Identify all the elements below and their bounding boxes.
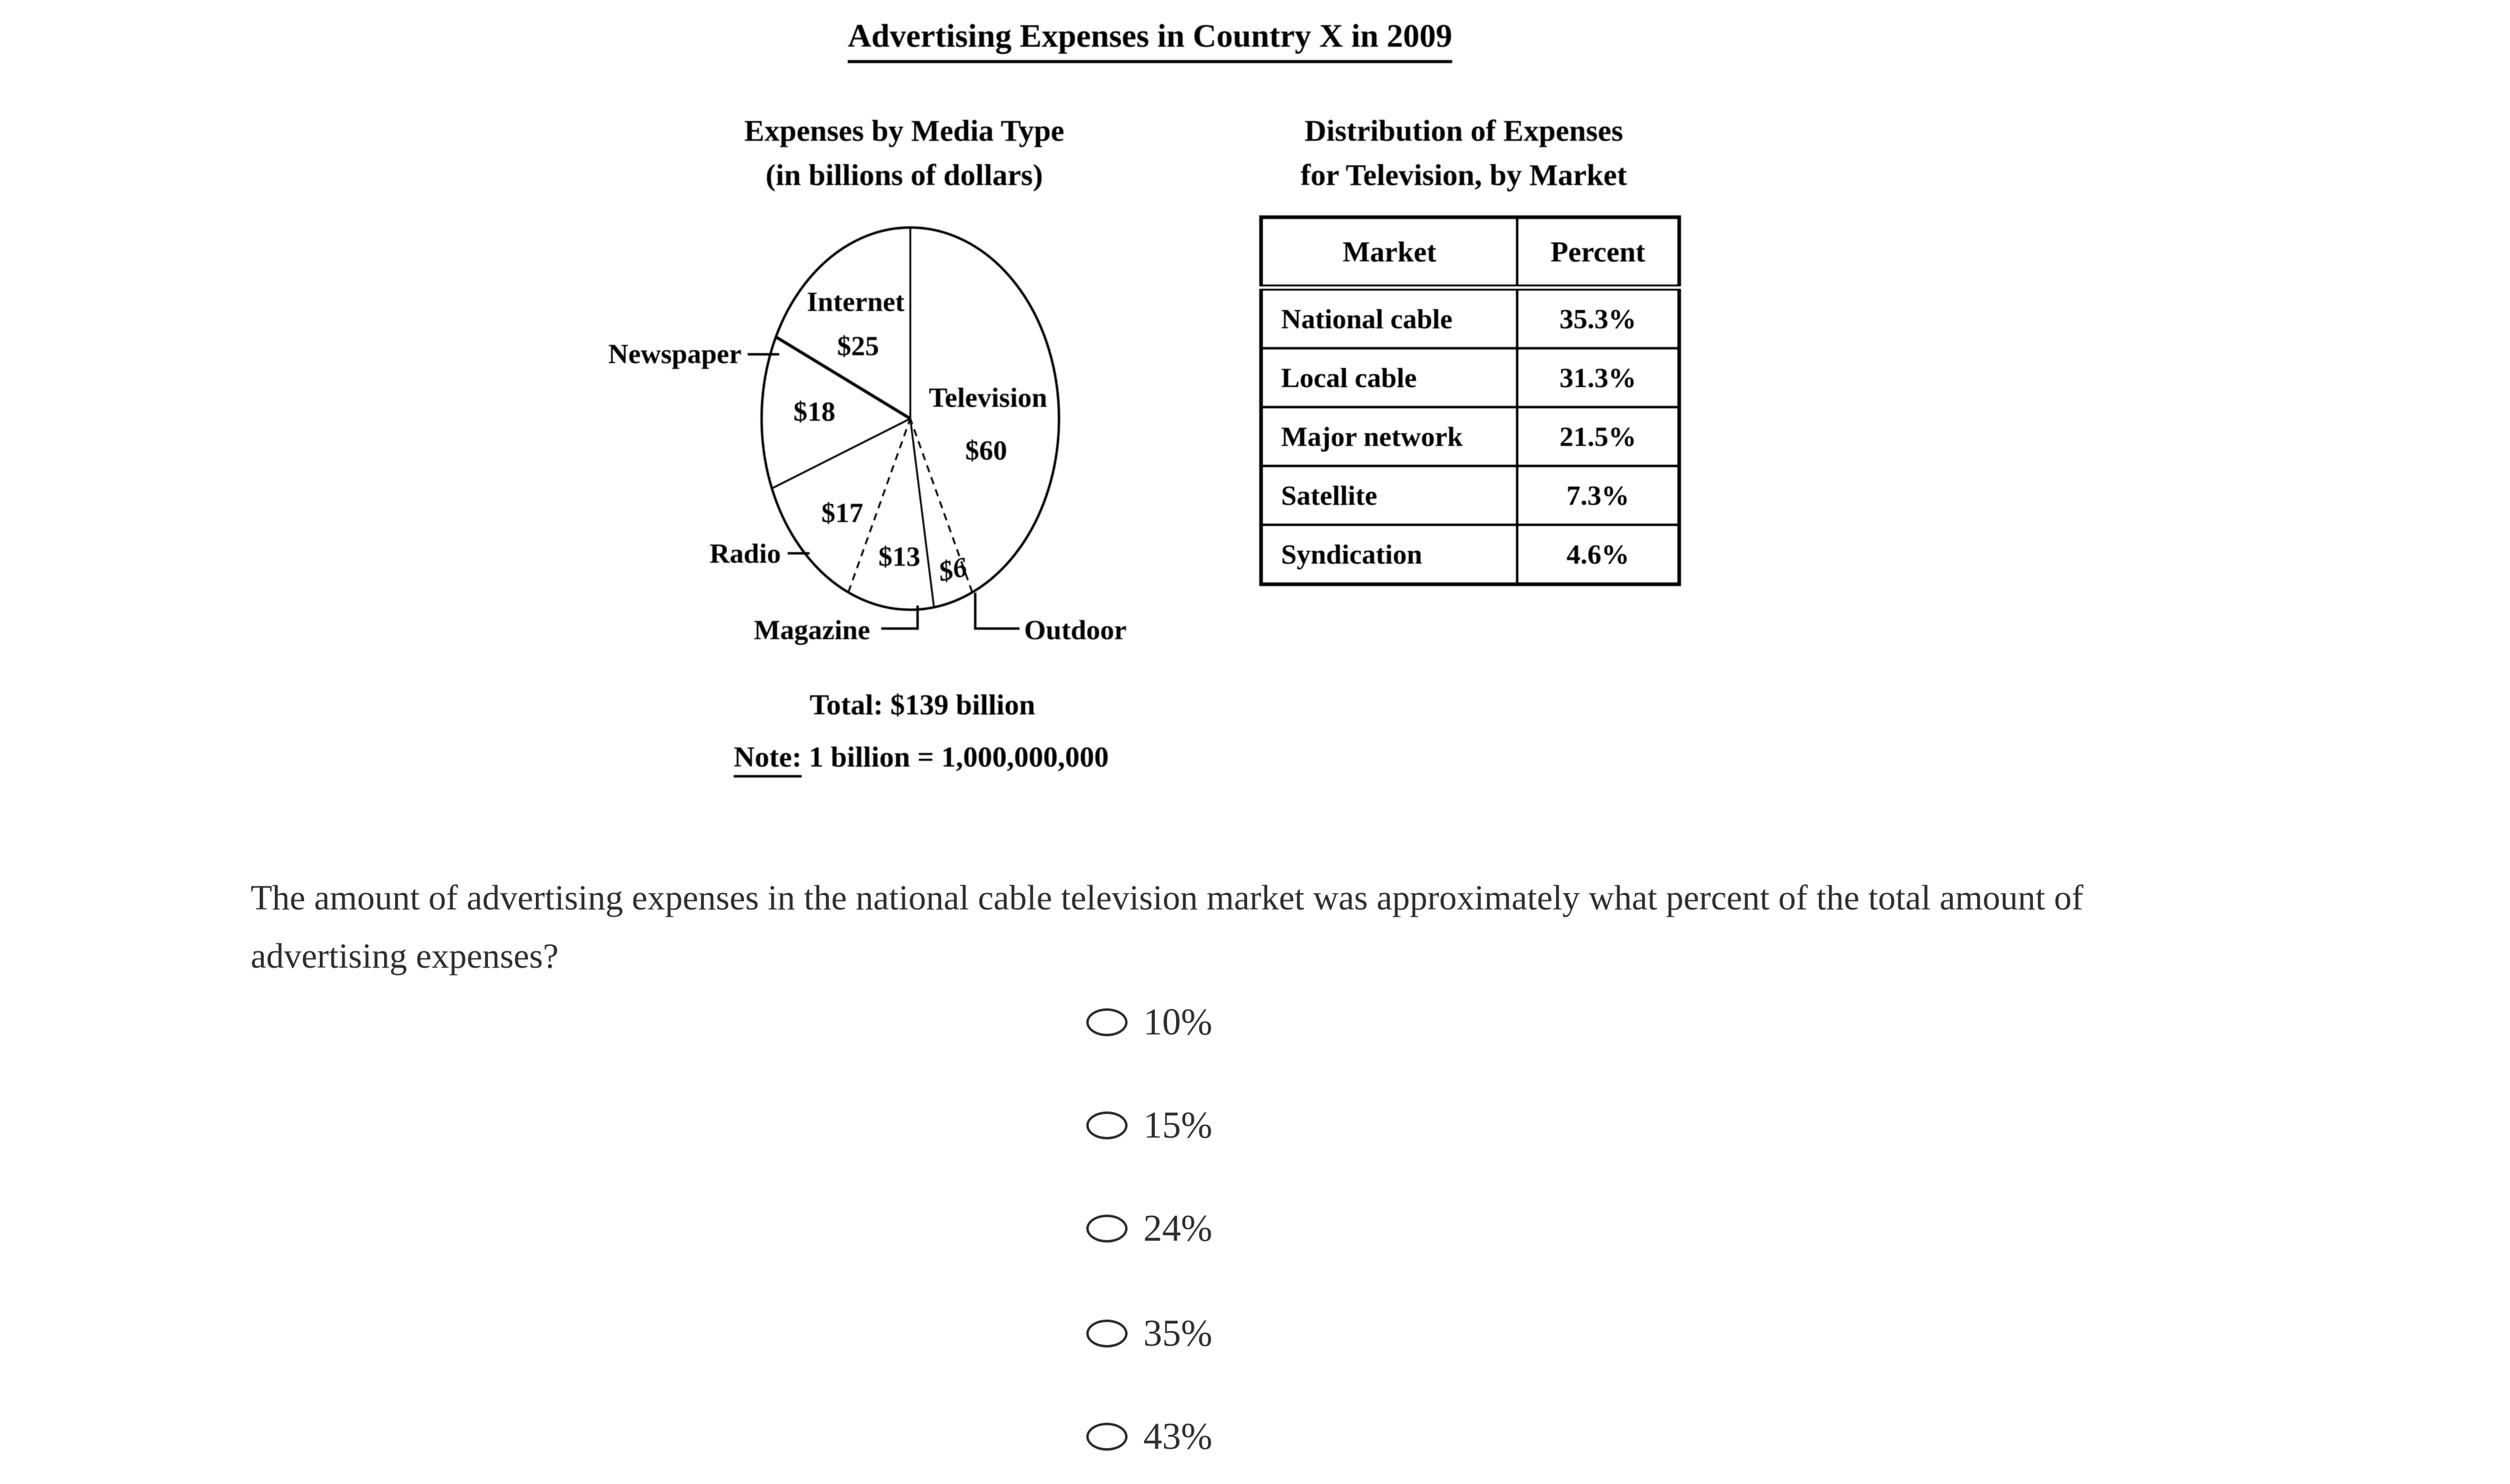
- answer-option[interactable]: [1086, 1104, 1213, 1147]
- television-slice-label: Television: [929, 382, 1047, 413]
- option-label[interactable]: 35%: [1143, 1313, 1213, 1354]
- option-label[interactable]: 24%: [1143, 1208, 1213, 1249]
- television-market-table: [1259, 215, 1681, 586]
- question-line-2: advertising expenses?: [251, 936, 559, 976]
- television-slice-value: $60: [965, 434, 1007, 466]
- market-column-header: Market: [1261, 217, 1517, 288]
- note-text: 1 billion = 1,000,000,000: [808, 741, 1109, 774]
- magazine-slice-value: $13: [878, 541, 921, 572]
- outdoor-leader-line: [975, 593, 1020, 629]
- radio-oval-icon[interactable]: [1086, 1215, 1128, 1243]
- table-row: [1261, 525, 1679, 584]
- radio-slice-value: $17: [821, 497, 864, 528]
- table-subheading: for Television, by Market: [1301, 158, 1627, 192]
- option-label[interactable]: 15%: [1143, 1105, 1213, 1146]
- radio-oval-icon[interactable]: [1086, 1320, 1128, 1347]
- percent-cell: 35.3%: [1517, 288, 1679, 348]
- percent-cell: 7.3%: [1517, 466, 1679, 525]
- answer-option[interactable]: [1086, 1312, 1213, 1355]
- outdoor-slice-value: $6: [936, 551, 970, 587]
- figure-title: Advertising Expenses in Country X in 2009: [848, 17, 1452, 63]
- percent-cell: 4.6%: [1517, 525, 1679, 584]
- answer-option[interactable]: [1086, 1207, 1213, 1250]
- market-cell: National cable: [1261, 288, 1517, 348]
- pie-chart-heading: Expenses by Media Type: [744, 113, 1064, 147]
- table-heading: Distribution of Expenses: [1304, 113, 1623, 147]
- internet-slice-label: Internet: [807, 286, 905, 317]
- percent-cell: 31.3%: [1517, 348, 1679, 407]
- table-header-row: [1261, 217, 1679, 288]
- pie-chart-subheading: (in billions of dollars): [765, 158, 1043, 192]
- option-label[interactable]: 10%: [1143, 1002, 1213, 1043]
- market-cell: Major network: [1261, 407, 1517, 466]
- pie-total-label: Total: $139 billion: [810, 689, 1035, 721]
- option-label[interactable]: 43%: [1143, 1416, 1213, 1457]
- radio-callout-label: Radio: [709, 538, 781, 569]
- newspaper-slice-value: $18: [793, 396, 836, 427]
- note-word: Note:: [734, 741, 802, 778]
- outdoor-callout-label: Outdoor: [1024, 614, 1127, 646]
- answer-option[interactable]: [1086, 1415, 1213, 1459]
- table-row: [1261, 348, 1679, 407]
- internet-slice-value: $25: [837, 330, 879, 362]
- question-text: [251, 869, 2083, 985]
- magazine-callout-label: Magazine: [754, 614, 870, 646]
- radio-oval-icon[interactable]: [1086, 1111, 1128, 1139]
- pie-note: [734, 741, 1109, 774]
- pie-boundary-outdoor-magazine: [910, 419, 934, 607]
- table-row: [1261, 407, 1679, 466]
- table-row: [1261, 288, 1679, 348]
- newspaper-callout-label: Newspaper: [608, 338, 742, 369]
- radio-oval-icon[interactable]: [1086, 1008, 1128, 1036]
- percent-column-header: Percent: [1517, 217, 1679, 288]
- percent-cell: 21.5%: [1517, 407, 1679, 466]
- market-cell: Local cable: [1261, 348, 1517, 407]
- answer-option[interactable]: [1086, 1000, 1213, 1044]
- question-line-1: The amount of advertising expenses in the national cable television market was approximately what percent of the total amount of: [251, 878, 2083, 917]
- market-cell: Satellite: [1261, 466, 1517, 525]
- market-cell: Syndication: [1261, 525, 1517, 584]
- radio-oval-icon[interactable]: [1086, 1423, 1128, 1451]
- table-row: [1261, 466, 1679, 525]
